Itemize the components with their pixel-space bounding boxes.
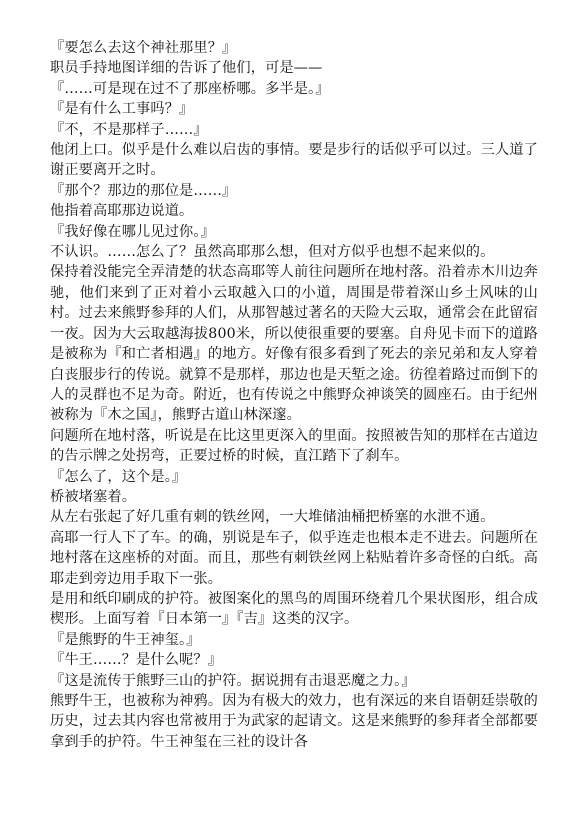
- paragraph-19: 『牛王……？是什么呢？』: [50, 652, 223, 669]
- paragraph-18: 『是熊野的牛王神玺。』: [50, 631, 201, 648]
- paragraph-3: 『……可是现在过不了那座桥哪。多半是。』: [50, 80, 330, 97]
- paragraph-1: 『要怎么去这个神社那里？』: [50, 40, 237, 56]
- paragraph-7: 『那个？那边的那位是……』: [50, 182, 237, 199]
- paragraph-8: 他指着高耶那边说道。: [50, 203, 194, 220]
- paragraph-21: 熊野牛王，也被称为神鸦。因为有极大的效力，也有深远的来自语朝廷崇敬的历史，过去其内容也常被用于为武家的起请文。这是来熊野的参拜者全部都要拿到手的护符。牛王神玺在三社的设计各: [50, 693, 538, 750]
- paragraph-11: 保持着没能完全弄清楚的状态高耶等人前往问题所在地村落。沿着赤木川边奔驰，他们来到了正对着小云取越入口的小道，周围是带着深山乡土风味的山村。过去来熊野参拜的人们，从那智越过著名的天险大云取，通常会在此留宿一夜。因为大云取越海拔800米，所以使很重要的要塞。自舟见卡而下的道路是被称为『和亡者相遇』的地方。好像有很多看到了死去的亲兄弟和友人穿着白丧服步行的传说。就算不是那样，那边也是天堑之途。彷徨着路过而倒下的人的灵群也不足为奇。附近，也有传说之中熊野众神谈笑的圆座石。由于纪州被称为『木之国』，熊野古道山林深邃。: [50, 264, 538, 424]
- paragraph-2: 职员手持地图详细的告诉了他们，可是——: [50, 60, 323, 77]
- paragraph-6: 他闭上口。似乎是什么难以启齿的事情。要是步行的话似乎可以过。三人道了谢正要离开之时。: [50, 142, 538, 179]
- paragraph-15: 从左右张起了好几重有刺的铁丝网，一大堆储油桶把桥塞的水泄不通。: [50, 509, 495, 526]
- paragraph-5: 『不，不是那样子……』: [50, 121, 208, 138]
- paragraph-9: 『我好像在哪儿见过你。』: [50, 223, 215, 240]
- paragraph-13: 『怎么了，这个是。』: [50, 468, 187, 485]
- paragraph-14: 桥被堵塞着。: [50, 488, 137, 505]
- paragraph-12: 问题所在地村落，听说是在比这里更深入的里面。按照被告知的那样在古道边的告示牌之处拐弯，正要过桥的时候，直江踏下了刹车。: [50, 427, 538, 465]
- paragraph-10: 不认识。……怎么了？虽然高耶那么想，但对方似乎也想不起来似的。: [50, 244, 495, 261]
- paragraph-4: 『是有什么工事吗？』: [50, 101, 194, 118]
- paragraph-20: 『这是流传于熊野三山的护符。据说拥有击退恶魔之力。』: [50, 672, 416, 689]
- paragraph-17: 是用和纸印刷成的护符。被图案化的黑鸟的周围环绕着几个果状图形，组合成楔形。上面写着『日本第一』『吉』这类的汉字。: [50, 590, 538, 628]
- novel-page: [50, 38, 538, 752]
- paragraph-16: 高耶一行人下了车。的确，别说是车子，似乎连走也根本走不进去。问题所在地村落在这座桥的对面。而且，那些有刺铁丝网上粘贴着许多奇怪的白纸。高耶走到旁边用手取下一张。: [50, 529, 538, 587]
